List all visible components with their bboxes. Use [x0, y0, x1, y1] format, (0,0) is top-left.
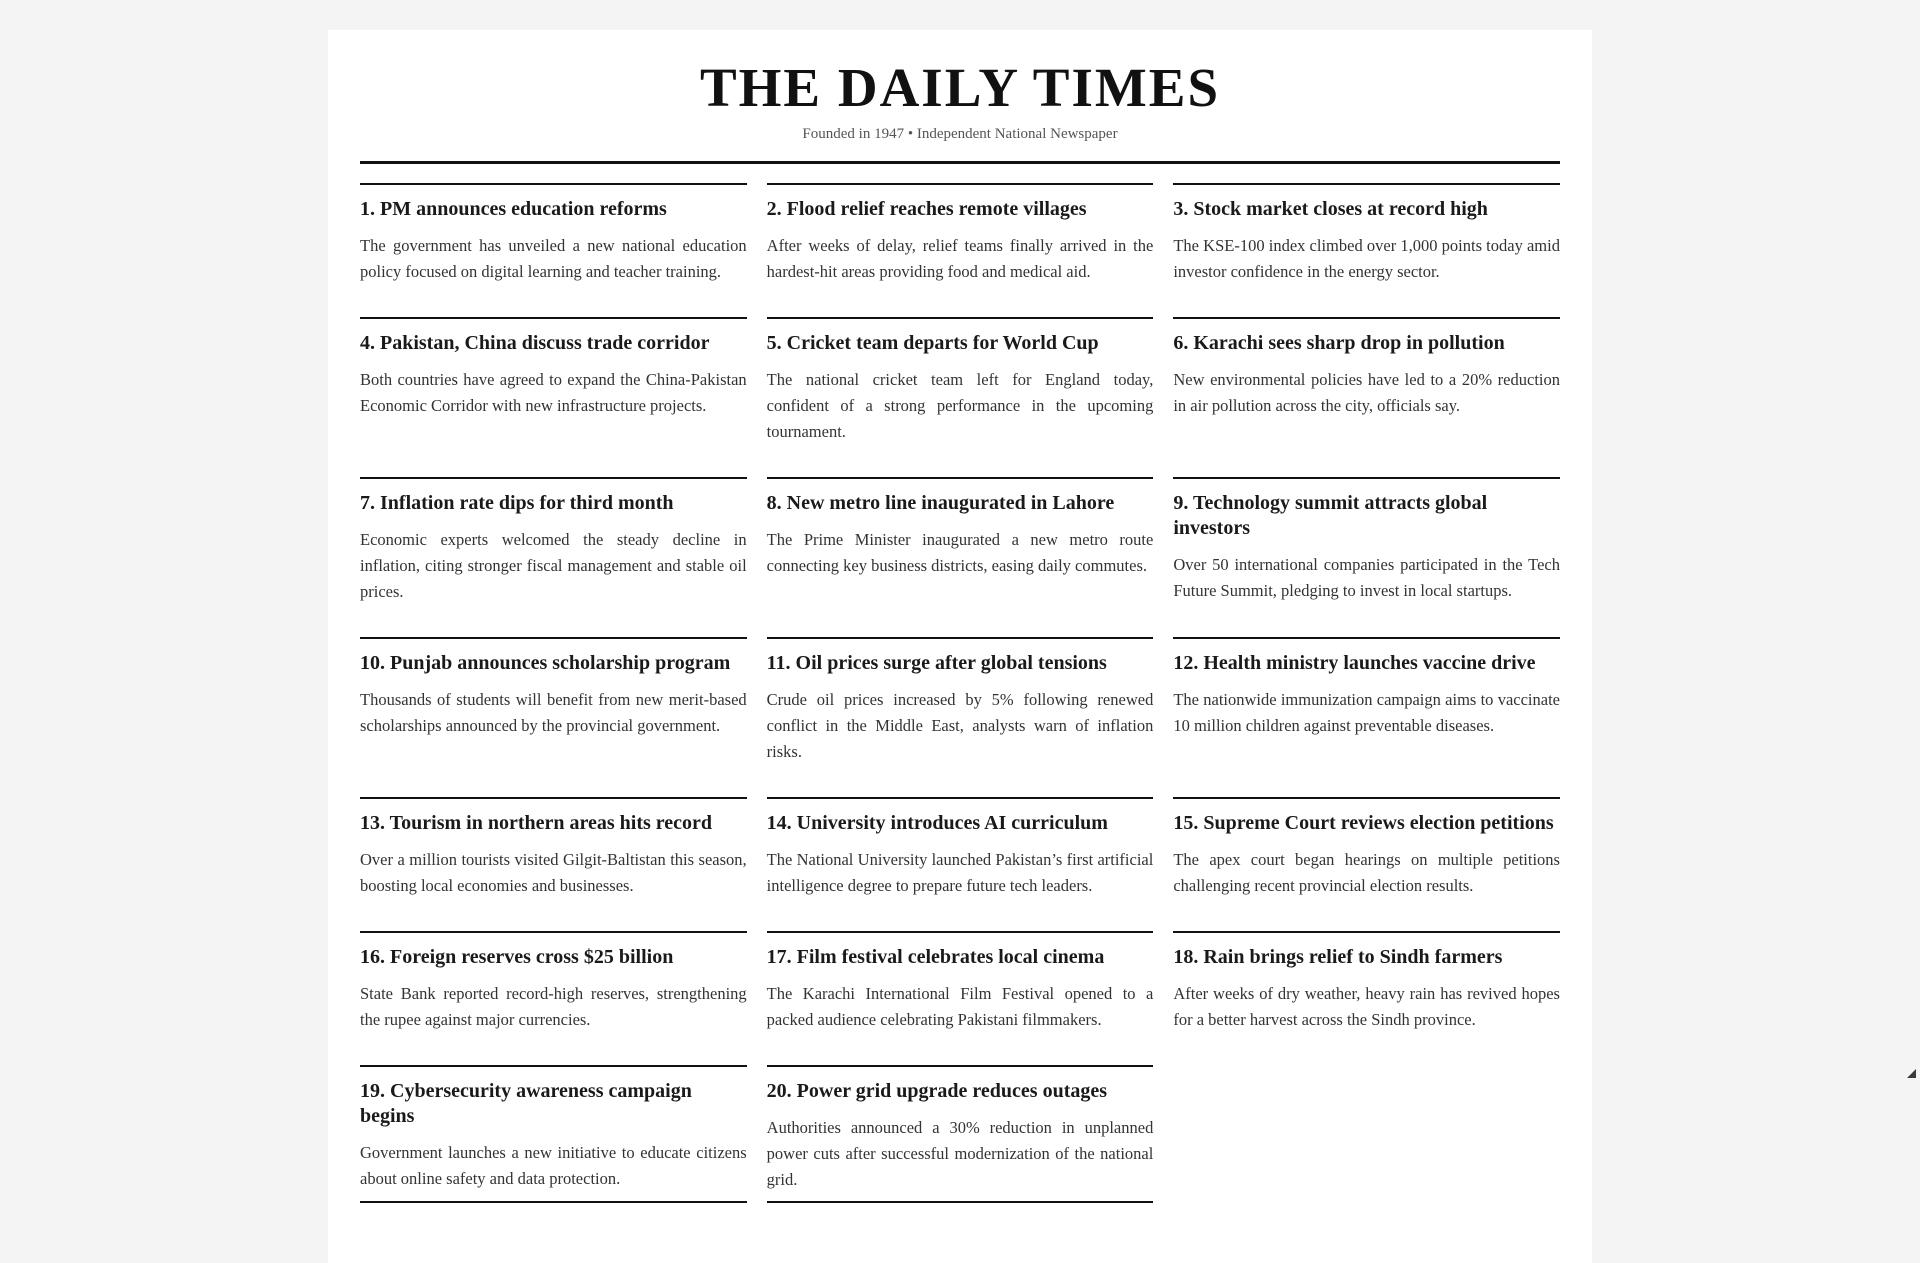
article-title: 17. Film festival celebrates local cinema — [767, 945, 1154, 970]
article-title: 14. University introduces AI curriculum — [767, 811, 1154, 836]
article-body: The Prime Minister inaugurated a new metro route connecting key business districts, easing daily commutes. — [767, 527, 1154, 579]
article-card — [767, 477, 1154, 613]
article-title: 3. Stock market closes at record high — [1173, 197, 1560, 222]
article-card — [767, 797, 1154, 907]
article-card — [360, 317, 747, 453]
article-title: 13. Tourism in northern areas hits record — [360, 811, 747, 836]
article-card — [360, 797, 747, 907]
article-card — [1173, 797, 1560, 907]
article-body: Government launches a new initiative to educate citizens about online safety and data protection. — [360, 1140, 747, 1192]
article-title: 5. Cricket team departs for World Cup — [767, 331, 1154, 356]
article-body: The Karachi International Film Festival opened to a packed audience celebrating Pakistani filmmakers. — [767, 981, 1154, 1033]
masthead-tagline: Founded in 1947 • Independent National Newspaper — [360, 126, 1560, 143]
article-title: 18. Rain brings relief to Sindh farmers — [1173, 945, 1560, 970]
article-title: 1. PM announces education reforms — [360, 197, 747, 222]
masthead-title: THE DAILY TIMES — [360, 56, 1560, 119]
article-title: 9. Technology summit attracts global investors — [1173, 491, 1560, 541]
article-body: The KSE-100 index climbed over 1,000 points today amid investor confidence in the energy sector. — [1173, 233, 1560, 285]
article-title: 19. Cybersecurity awareness campaign begins — [360, 1079, 747, 1129]
article-body: Thousands of students will benefit from new merit-based scholarships announced by the provincial government. — [360, 687, 747, 739]
article-card — [1173, 477, 1560, 613]
article-body: Both countries have agreed to expand the China-Pakistan Economic Corridor with new infrastructure projects. — [360, 367, 747, 419]
article-title: 8. New metro line inaugurated in Lahore — [767, 491, 1154, 516]
article-title: 6. Karachi sees sharp drop in pollution — [1173, 331, 1560, 356]
article-title: 2. Flood relief reaches remote villages — [767, 197, 1154, 222]
article-body: The National University launched Pakistan’s first artificial intelligence degree to prepare future tech leaders. — [767, 847, 1154, 899]
article-card — [1173, 931, 1560, 1041]
article-card — [1173, 637, 1560, 773]
article-body: The government has unveiled a new national education policy focused on digital learning and teacher training. — [360, 233, 747, 285]
article-card — [360, 931, 747, 1041]
article-title: 15. Supreme Court reviews election petitions — [1173, 811, 1560, 836]
articles-grid — [360, 183, 1560, 1203]
article-title: 20. Power grid upgrade reduces outages — [767, 1079, 1154, 1104]
article-card — [360, 637, 747, 773]
article-body: After weeks of delay, relief teams finally arrived in the hardest-hit areas providing food and medical aid. — [767, 233, 1154, 285]
scroll-corner-icon — [1907, 1069, 1916, 1078]
article-body: Authorities announced a 30% reduction in unplanned power cuts after successful modernization of the national grid. — [767, 1115, 1154, 1193]
article-title: 12. Health ministry launches vaccine drive — [1173, 651, 1560, 676]
article-card — [360, 477, 747, 613]
article-card — [767, 931, 1154, 1041]
article-body: Economic experts welcomed the steady decline in inflation, citing stronger fiscal management and stable oil prices. — [360, 527, 747, 605]
article-card — [767, 183, 1154, 293]
article-card — [767, 317, 1154, 453]
article-card — [767, 1065, 1154, 1203]
article-title: 11. Oil prices surge after global tensions — [767, 651, 1154, 676]
article-card — [767, 637, 1154, 773]
masthead — [360, 56, 1560, 164]
article-body: The national cricket team left for England today, confident of a strong performance in the upcoming tournament. — [767, 367, 1154, 445]
article-title: 10. Punjab announces scholarship program — [360, 651, 747, 676]
article-body: The nationwide immunization campaign aims to vaccinate 10 million children against preventable diseases. — [1173, 687, 1560, 739]
article-body: Over a million tourists visited Gilgit-Baltistan this season, boosting local economies and businesses. — [360, 847, 747, 899]
article-body: New environmental policies have led to a 20% reduction in air pollution across the city, officials say. — [1173, 367, 1560, 419]
newspaper-card — [328, 30, 1592, 1263]
article-body: The apex court began hearings on multiple petitions challenging recent provincial election results. — [1173, 847, 1560, 899]
article-card — [1173, 183, 1560, 293]
article-card — [360, 183, 747, 293]
article-body: After weeks of dry weather, heavy rain has revived hopes for a better harvest across the Sindh province. — [1173, 981, 1560, 1033]
article-body: Crude oil prices increased by 5% following renewed conflict in the Middle East, analysts warn of inflation risks. — [767, 687, 1154, 765]
article-card — [1173, 317, 1560, 453]
article-title: 16. Foreign reserves cross $25 billion — [360, 945, 747, 970]
article-card — [360, 1065, 747, 1203]
article-body: Over 50 international companies participated in the Tech Future Summit, pledging to invest in local startups. — [1173, 552, 1560, 604]
article-title: 7. Inflation rate dips for third month — [360, 491, 747, 516]
article-body: State Bank reported record-high reserves, strengthening the rupee against major currencies. — [360, 981, 747, 1033]
article-title: 4. Pakistan, China discuss trade corridor — [360, 331, 747, 356]
